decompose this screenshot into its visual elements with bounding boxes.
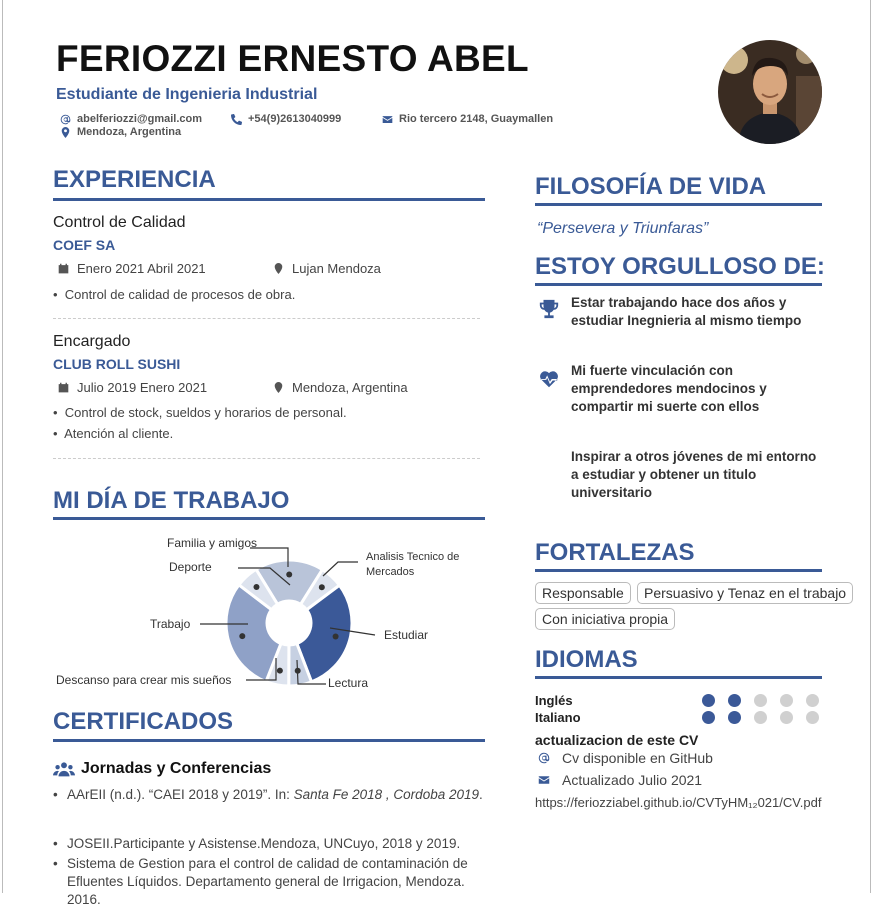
proud-heading: ESTOY ORGULLOSO DE:: [535, 253, 825, 280]
language-name: Italiano: [535, 710, 581, 725]
job-role: Encargado: [53, 333, 131, 350]
languages-rule: [535, 676, 822, 679]
language-level-dot: [702, 711, 715, 724]
job-company: CLUB ROLL SUSHI: [53, 356, 181, 372]
github-line[interactable]: [538, 750, 713, 766]
map-marker-icon: [273, 263, 284, 274]
updated-line: [538, 772, 702, 788]
job-bullet-text: Control de calidad de procesos de obra.: [64, 287, 296, 302]
languages-heading: IDIOMAS: [535, 646, 638, 673]
at-icon: [538, 752, 550, 764]
phone-icon: [231, 114, 242, 125]
page-border-right: [870, 0, 871, 893]
certificate-item: [53, 786, 485, 804]
job-bullet-text: Control de stock, sueldos y horarios de personal.: [64, 405, 347, 420]
language-name: Inglés: [535, 693, 573, 708]
certificate-text: JOSEII.Participante y Asistense.Mendoza, UNCuyo, 2018 y 2019.: [67, 836, 461, 851]
trophy-icon: [538, 298, 560, 320]
users-icon: [53, 761, 75, 777]
certificate-item: [53, 835, 485, 853]
strength-tag: Persuasivo y Tenaz en el trabajo: [637, 582, 853, 604]
language-level-dot: [754, 711, 767, 724]
language-level-dot: [754, 694, 767, 707]
phone-contact[interactable]: [231, 113, 341, 125]
experience-rule: [53, 198, 485, 201]
job-bullet: • Control de stock, sueldos y horarios de personal.: [53, 405, 347, 420]
proud-item-text: Inspirar a otros jóvenes de mi entorno a estudiar y obtener un titulo universitario: [571, 449, 817, 500]
at-icon: [60, 114, 71, 125]
certificate-item: [53, 855, 485, 909]
slice-label-line: Mercados: [366, 566, 415, 578]
map-marker-icon: [273, 382, 284, 393]
job-role: Control de Calidad: [53, 214, 186, 231]
proud-rule: [535, 283, 822, 286]
certificate-prefix: AArEII (n.d.). “CAEI 2018 y 2019”. In:: [67, 787, 294, 802]
certificate-italic: Santa Fe 2018 , Cordoba 2019: [293, 787, 479, 802]
strengths-rule: [535, 569, 822, 572]
slice-label: Deporte: [169, 560, 212, 574]
certificate-text: Sistema de Gestion para el control de calidad de contaminación de Efluentes Líquidos. Departamento general de Irrigacion, Mendoza. 2016.: [67, 856, 468, 907]
workday-donut-chart: [40, 530, 490, 700]
calendar-icon: [58, 382, 69, 393]
slice-dot: [333, 633, 339, 639]
language-level-dot: [780, 711, 793, 724]
language-level-dot: [702, 694, 715, 707]
bullet-dot: •: [53, 856, 58, 871]
slice-label: Lectura: [328, 676, 369, 690]
slice-label: [366, 551, 462, 578]
job-dates: [58, 380, 207, 395]
map-marker-icon: [60, 127, 71, 138]
strength-tag: Con iniciativa propia: [535, 608, 675, 630]
location-text: Mendoza, Argentina: [77, 126, 182, 138]
slice-label-line: Analisis Tecnico de: [366, 551, 460, 563]
updated-text: Actualizado Julio 2021: [562, 772, 703, 788]
bullet-dot: •: [53, 836, 58, 851]
slice-dot: [253, 584, 259, 590]
job-dates-text: Enero 2021 Abril 2021: [77, 261, 206, 276]
job-bullet: • Control de calidad de procesos de obra.: [53, 287, 296, 302]
slice-dot: [286, 572, 292, 578]
slice-dot: [239, 633, 245, 639]
slice-label: Descanso para crear mis sueños: [56, 673, 232, 687]
email-text: abelferiozzi@gmail.com: [77, 113, 203, 125]
certificates-group-text: Jornadas y Conferencias: [81, 760, 272, 777]
job-divider: [53, 318, 480, 319]
calendar-icon: [58, 263, 69, 274]
certificates-heading: CERTIFICADOS: [53, 708, 233, 735]
certificate-text: [67, 786, 485, 804]
philosophy-quote: “Persevera y Triunfaras”: [537, 220, 709, 237]
proud-item-icon: [538, 298, 560, 325]
slice-label: Trabajo: [150, 617, 191, 631]
certificates-group-title: [53, 760, 271, 778]
proud-item-text: Estar trabajando hace dos años y estudiar Inegnieria al mismo tiempo: [571, 295, 802, 328]
bullet-dot: •: [53, 787, 58, 802]
github-text: Cv disponible en GitHub: [562, 750, 713, 766]
strength-tag: Responsable: [535, 582, 631, 604]
experience-heading: EXPERIENCIA: [53, 166, 216, 193]
philosophy-rule: [535, 203, 822, 206]
profile-photo: [718, 40, 822, 144]
language-level-dot: [780, 694, 793, 707]
avatar: [718, 40, 822, 144]
certificates-rule: [53, 739, 485, 742]
job-bullet-text: Atención al cliente.: [64, 426, 174, 441]
philosophy-heading: FILOSOFÍA DE VIDA: [535, 173, 767, 200]
strengths-heading: FORTALEZAS: [535, 539, 695, 566]
slice-label: Estudiar: [384, 628, 429, 642]
phone-text: +54(9)2613040999: [248, 113, 342, 125]
full-name: FERIOZZI ERNESTO ABEL: [56, 38, 529, 79]
job-dates-text: Julio 2019 Enero 2021: [77, 380, 208, 395]
slice-dot: [277, 668, 283, 674]
address-text: Rio tercero 2148, Guaymallen: [399, 113, 554, 125]
cv-url[interactable]: https://feriozziabel.github.io/CVTyHM₁₂021/CV.pdf: [535, 795, 822, 810]
job-place-text: Lujan Mendoza: [292, 261, 381, 276]
envelope-icon: [382, 114, 393, 125]
job-place: [273, 380, 408, 395]
address-contact: [382, 113, 553, 125]
email-contact[interactable]: [60, 113, 202, 125]
language-level-dot: [806, 694, 819, 707]
language-level-dot: [806, 711, 819, 724]
workday-heading: MI DÍA DE TRABAJO: [53, 487, 290, 514]
envelope-icon: [538, 774, 550, 786]
language-level-dot: [728, 711, 741, 724]
job-company: COEF SA: [53, 237, 116, 253]
job-place: [273, 261, 381, 276]
update-title: actualizacion de este CV: [535, 732, 699, 748]
language-level-dot: [728, 694, 741, 707]
proud-item-icon: [538, 368, 560, 395]
heartbeat-icon: [538, 368, 560, 390]
job-bullet: • Atención al cliente.: [53, 426, 174, 441]
slice-dot: [319, 584, 325, 590]
page-border-left: [2, 0, 3, 893]
job-dates: [58, 261, 206, 276]
job-divider: [53, 458, 480, 459]
job-title: Estudiante de Ingenieria Industrial: [56, 86, 318, 103]
job-place-text: Mendoza, Argentina: [292, 380, 408, 395]
certificate-suffix: .: [479, 787, 483, 802]
proud-item-text: Mi fuerte vinculación con emprendedores mendocinos y compartir mi suerte con ellos: [571, 363, 767, 414]
slice-label: Familia y amigos: [167, 536, 258, 550]
location-contact: [60, 126, 181, 138]
workday-rule: [53, 517, 485, 520]
